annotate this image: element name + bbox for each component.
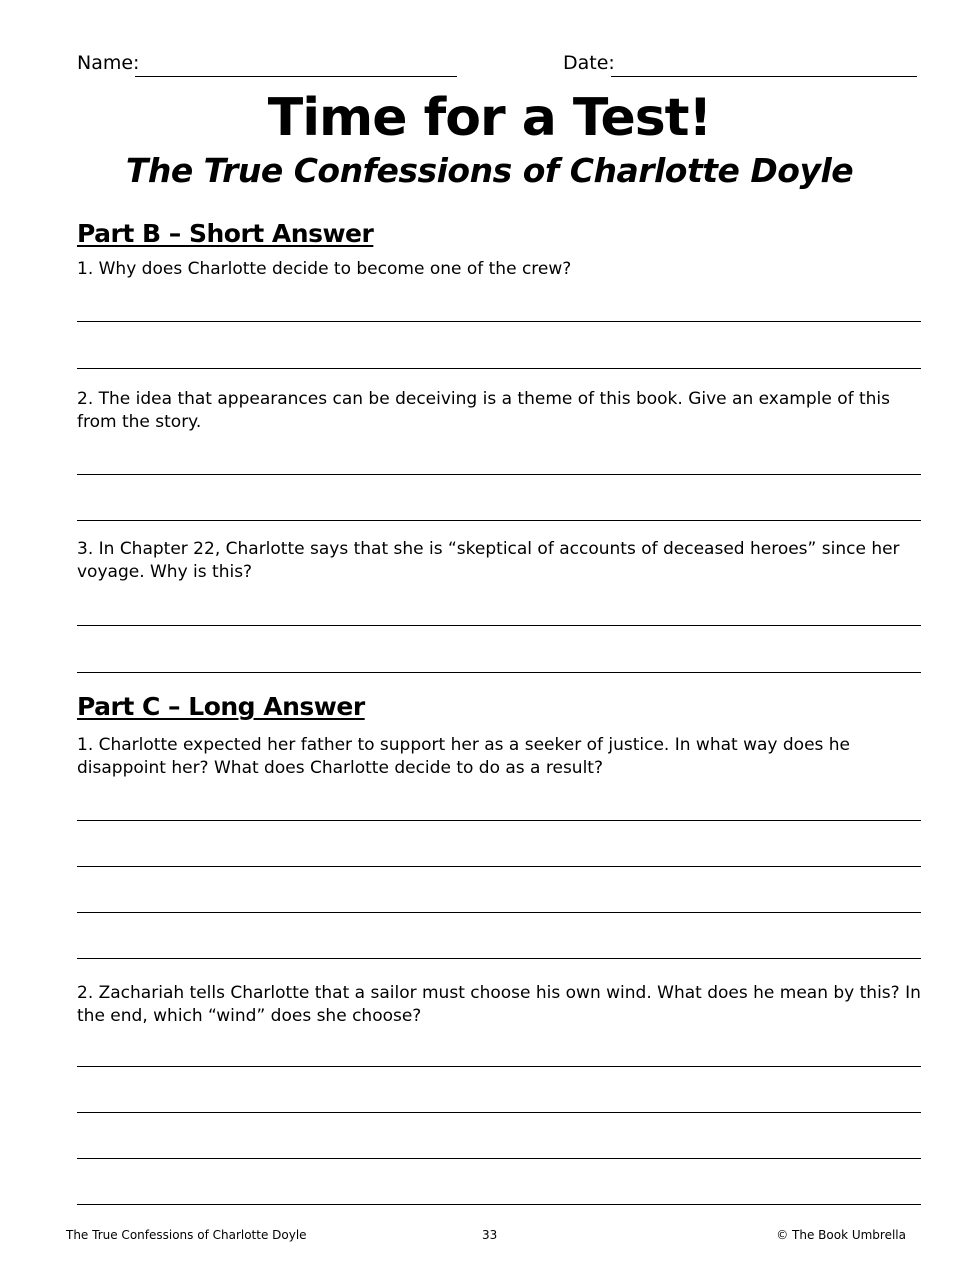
part-c-heading: Part C – Long Answer [77,692,365,721]
name-field[interactable] [77,52,139,74]
answer-line[interactable] [77,912,921,913]
date-field[interactable] [563,52,615,74]
answer-line[interactable] [77,820,921,821]
answer-line[interactable] [77,520,921,521]
part-b-question-2: 2. The idea that appearances can be deceiving is a theme of this book. Give an example of this from the story. [77,389,891,432]
name-label: Name: [77,52,140,74]
answer-line[interactable] [77,1066,921,1067]
answer-line[interactable] [77,866,921,867]
answer-line[interactable] [77,672,921,673]
footer-copyright: © The Book Umbrella [776,1228,906,1242]
answer-line[interactable] [77,1112,921,1113]
answer-line[interactable] [77,958,921,959]
name-blank-line[interactable] [135,76,457,77]
page-title: Time for a Test! [267,88,712,148]
answer-line[interactable] [77,368,921,369]
footer-book-title: The True Confessions of Charlotte Doyle [66,1228,307,1242]
part-b-question-1: 1. Why does Charlotte decide to become one of the crew? [77,259,572,279]
answer-line[interactable] [77,474,921,475]
date-label: Date: [563,52,615,74]
date-blank-line[interactable] [611,76,917,77]
part-c-question-1: 1. Charlotte expected her father to support her as a seeker of justice. In what way does he disappoint her? What does Charlotte decide to do as a result? [77,735,851,778]
footer-page-number: 33 [482,1228,498,1242]
part-b-heading: Part B – Short Answer [77,219,374,248]
answer-line[interactable] [77,321,921,322]
answer-line[interactable] [77,1204,921,1205]
book-subtitle: The True Confessions of Charlotte Doyle [125,151,854,190]
part-c-question-2: 2. Zachariah tells Charlotte that a sailor must choose his own wind. What does he mean by this? In the end, which “wind” does she choose? [77,983,921,1026]
answer-line[interactable] [77,625,921,626]
answer-line[interactable] [77,1158,921,1159]
part-b-question-3: 3. In Chapter 22, Charlotte says that she is “skeptical of accounts of deceased heroes” since her voyage. Why is this? [77,539,900,582]
